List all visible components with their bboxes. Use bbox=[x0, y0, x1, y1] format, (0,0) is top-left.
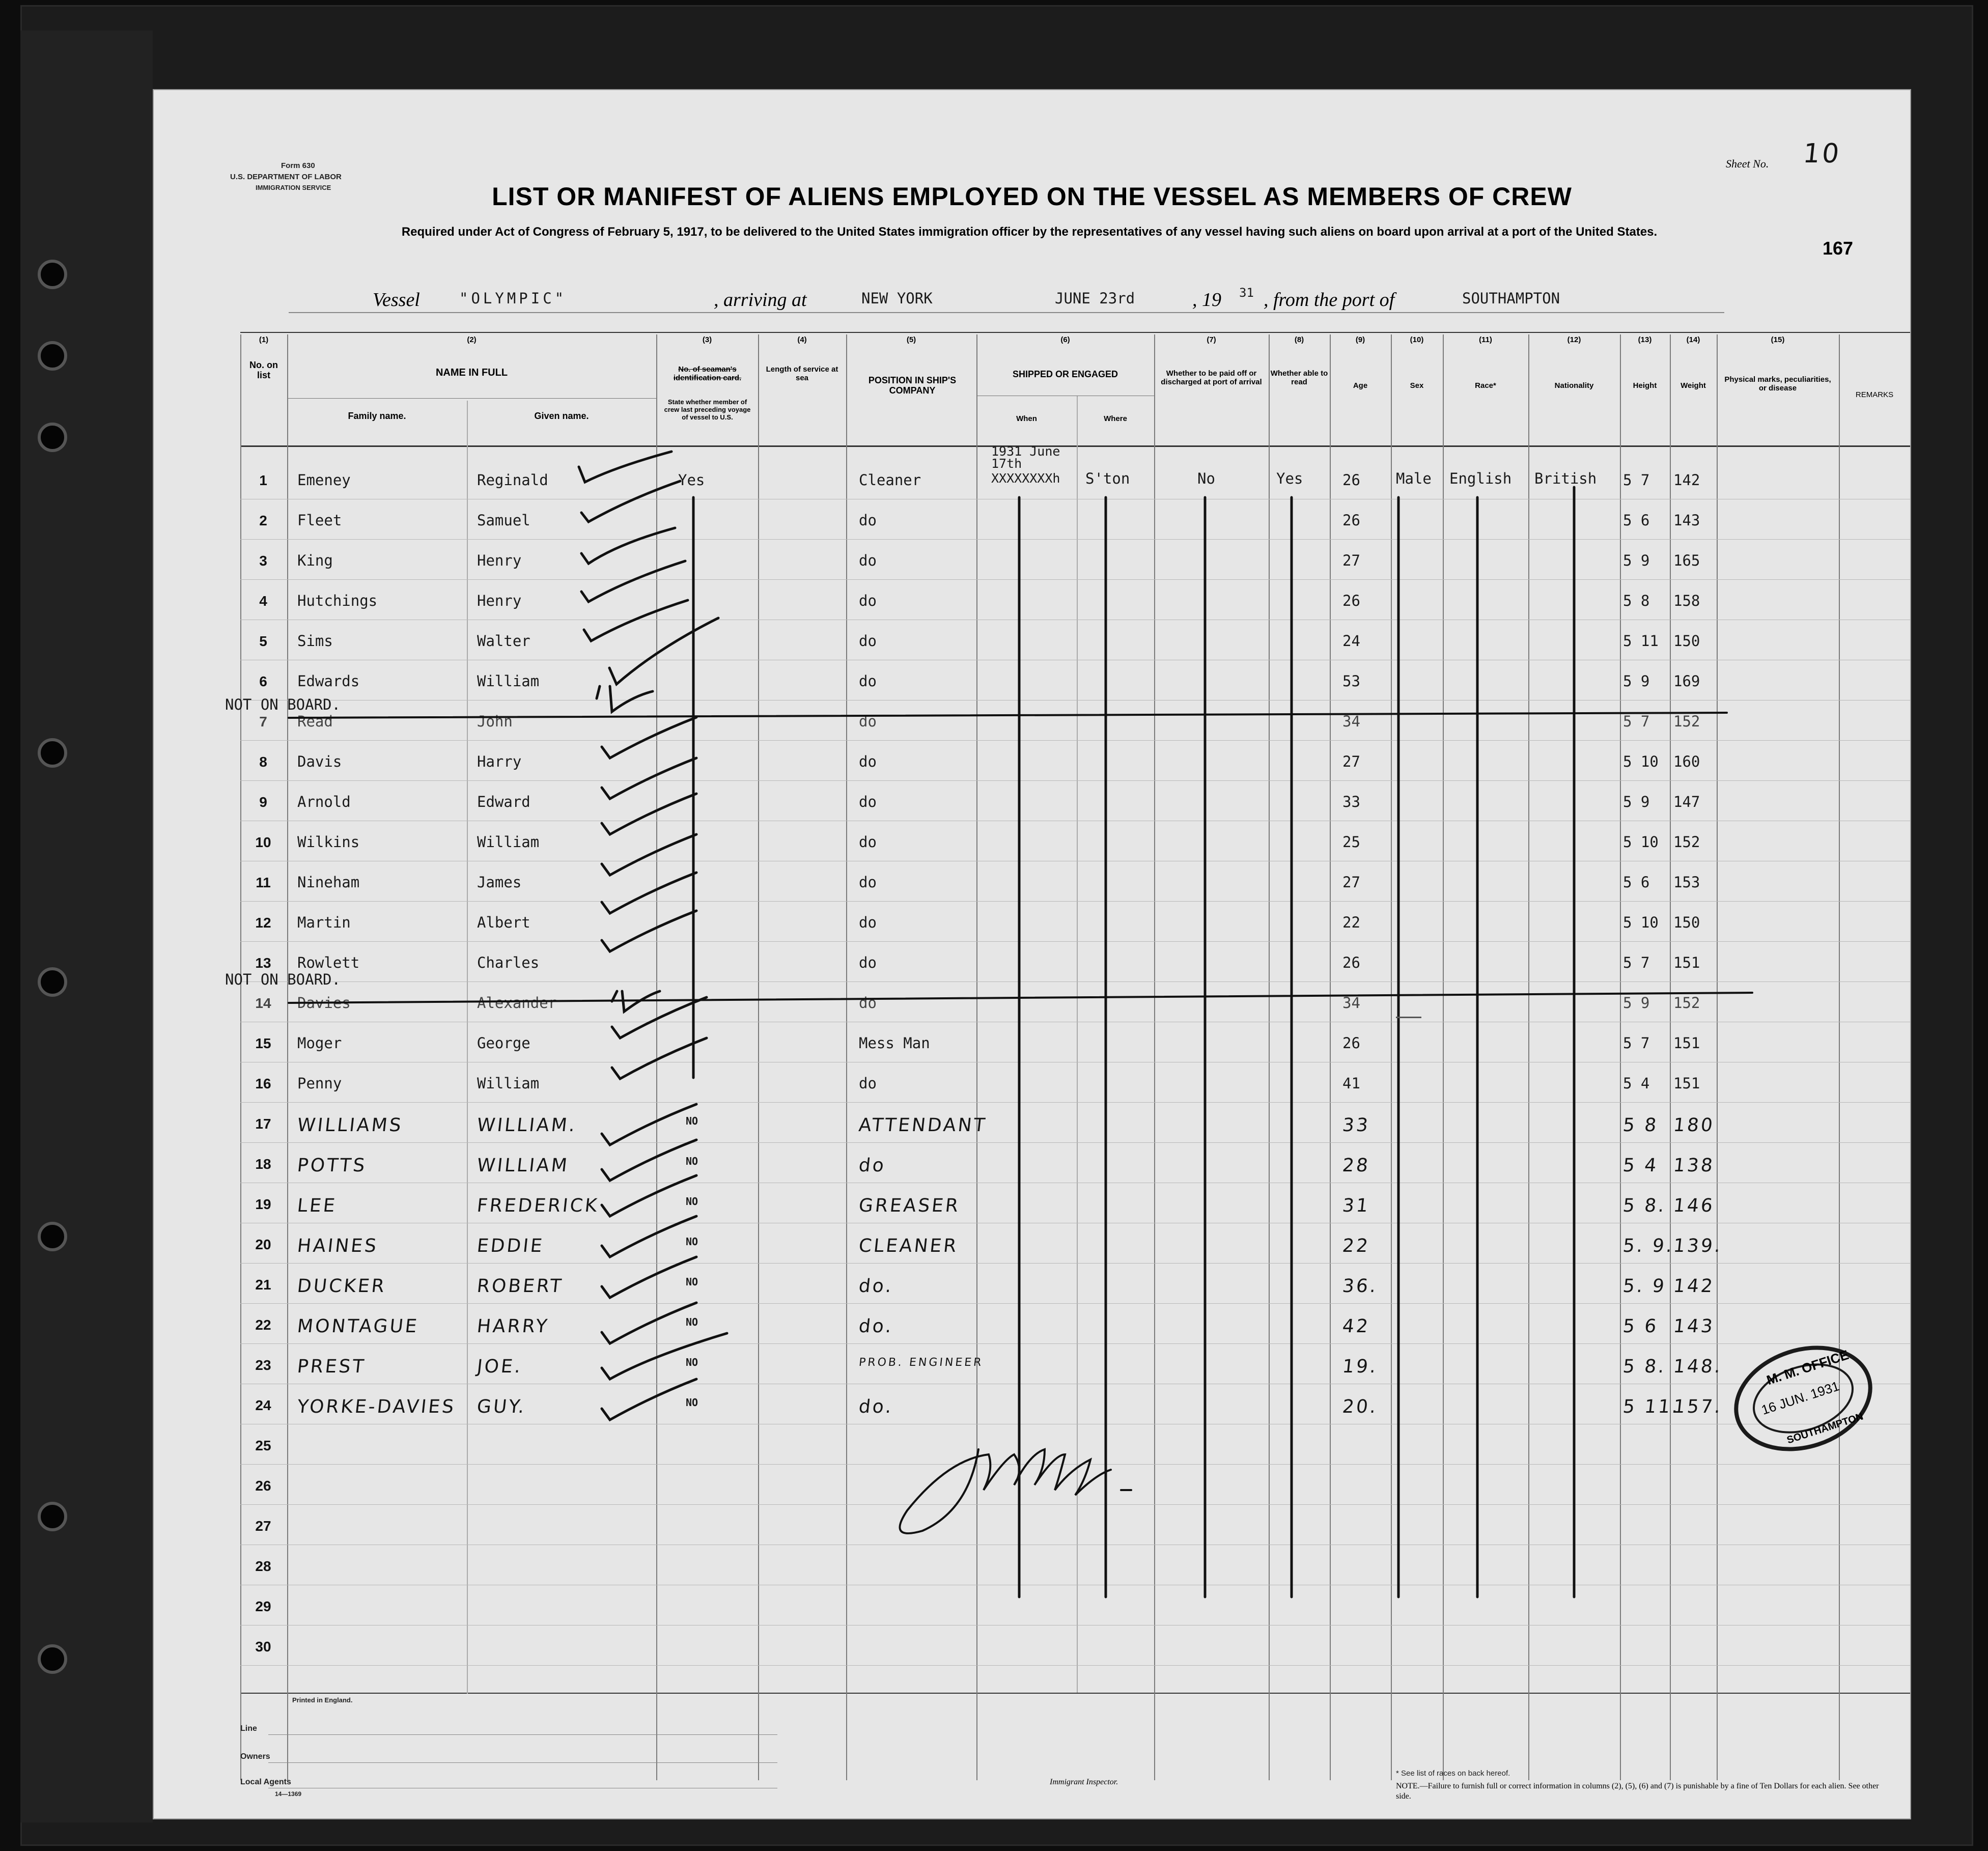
position: do bbox=[859, 672, 877, 690]
not-on-board-label: NOT ON BOARD. bbox=[225, 696, 341, 713]
row-number: 19 bbox=[255, 1196, 271, 1212]
family-name: POTTS bbox=[296, 1155, 368, 1176]
col6-header: SHIPPED OR ENGAGED bbox=[1012, 369, 1118, 379]
position: CLEANER bbox=[857, 1236, 960, 1256]
col6a-header: When bbox=[1016, 414, 1037, 423]
row-number: 9 bbox=[259, 794, 267, 810]
col11-header: Race* bbox=[1475, 381, 1496, 390]
given-name: JOE. bbox=[475, 1356, 524, 1377]
col6b-header: Where bbox=[1104, 414, 1127, 423]
col14-number: (14) bbox=[1686, 335, 1700, 344]
weight: 152 bbox=[1673, 713, 1700, 730]
age: 26 bbox=[1342, 471, 1360, 489]
shipped-when-overtyped: XXXXXXXXh bbox=[991, 471, 1060, 486]
family-name: Rowlett bbox=[297, 954, 360, 971]
position: Cleaner bbox=[859, 471, 921, 489]
position: do bbox=[859, 632, 877, 650]
given-name: EDDIE bbox=[475, 1236, 545, 1256]
col5-header: POSITION IN SHIP'S COMPANY bbox=[868, 375, 957, 396]
height: 5 8 bbox=[1623, 592, 1650, 609]
height: 5 4 bbox=[1621, 1155, 1660, 1176]
punch-hole bbox=[38, 738, 67, 768]
height: 5 9 bbox=[1623, 793, 1650, 810]
age: 33 bbox=[1341, 1115, 1371, 1136]
given-name: GUY. bbox=[475, 1396, 527, 1417]
age: 24 bbox=[1342, 632, 1360, 650]
weight: 165 bbox=[1673, 552, 1700, 569]
height: 5 9 bbox=[1623, 994, 1650, 1012]
given-name: Henry bbox=[477, 592, 522, 609]
position: ATTENDANT bbox=[857, 1115, 988, 1136]
height: 5 9 bbox=[1623, 672, 1650, 690]
col3b-header: State whether member of crew last preceding voyage of vessel to U.S. bbox=[664, 398, 751, 421]
weight: 158 bbox=[1673, 592, 1700, 609]
weight: 152 bbox=[1673, 994, 1700, 1012]
row-number: 18 bbox=[255, 1156, 271, 1172]
sheet-number: 10 bbox=[1801, 138, 1843, 169]
row-number: 30 bbox=[255, 1639, 271, 1654]
family-name: Martin bbox=[297, 914, 351, 931]
weight: 180 bbox=[1672, 1115, 1716, 1136]
row-number: 10 bbox=[255, 834, 271, 850]
position: GREASER bbox=[857, 1195, 962, 1216]
age: 33 bbox=[1342, 793, 1360, 810]
from-label: , from the port of bbox=[1264, 289, 1395, 311]
office-stamp bbox=[1729, 1342, 1877, 1454]
family-name: Wilkins bbox=[297, 833, 360, 851]
age: 26 bbox=[1342, 512, 1360, 529]
remarks-header: REMARKS bbox=[1855, 390, 1894, 399]
weight: 169 bbox=[1673, 672, 1700, 690]
weight: 160 bbox=[1673, 753, 1700, 770]
arriving-label: , arriving at bbox=[714, 289, 807, 311]
age: 19. bbox=[1341, 1356, 1379, 1377]
weight: 147 bbox=[1673, 793, 1700, 810]
col15-number: (15) bbox=[1771, 335, 1785, 344]
departure-port: SOUTHAMPTON bbox=[1462, 290, 1560, 307]
race-value: English bbox=[1449, 470, 1512, 487]
row-number: 14 bbox=[255, 995, 271, 1011]
weight: 157. bbox=[1672, 1396, 1724, 1417]
height: 5 9 bbox=[1623, 552, 1650, 569]
height: 5. 9. bbox=[1621, 1236, 1675, 1256]
weight: 151 bbox=[1673, 1075, 1700, 1092]
col7-header: Whether to be paid off or discharged at port of arrival bbox=[1161, 369, 1262, 386]
col9-number: (9) bbox=[1355, 335, 1365, 344]
age: 34 bbox=[1342, 713, 1360, 730]
age: 20. bbox=[1341, 1396, 1379, 1417]
age: 27 bbox=[1342, 552, 1360, 569]
position: do bbox=[859, 592, 877, 609]
given-name: Harry bbox=[477, 753, 522, 770]
row-number: 21 bbox=[255, 1277, 271, 1293]
year-prefix: , 19 bbox=[1192, 289, 1221, 311]
height: 5 7 bbox=[1623, 713, 1650, 730]
page-number: 167 bbox=[1823, 238, 1854, 259]
row-number: 12 bbox=[255, 915, 271, 931]
col2-number: (2) bbox=[467, 335, 477, 344]
family-name: HAINES bbox=[296, 1236, 379, 1256]
col8-header: Whether able to read bbox=[1270, 369, 1328, 386]
row-number: 6 bbox=[259, 674, 267, 689]
weight: 146 bbox=[1672, 1195, 1716, 1216]
page-title: LIST OR MANIFEST OF ALIENS EMPLOYED ON THE VESSEL AS MEMBERS OF CREW bbox=[492, 182, 1572, 211]
row-number: 16 bbox=[255, 1076, 271, 1091]
col3a-header: No. of seaman's identification card. bbox=[673, 365, 742, 382]
row-number: 23 bbox=[255, 1357, 271, 1373]
shipped-where: S'ton bbox=[1085, 470, 1130, 487]
row-number: 29 bbox=[255, 1598, 271, 1614]
sex-value: Male bbox=[1396, 470, 1432, 487]
row-number: 3 bbox=[259, 553, 267, 569]
col12-header: Nationality bbox=[1554, 381, 1594, 390]
height: 5 6 bbox=[1623, 512, 1650, 529]
family-name: Read bbox=[297, 713, 333, 730]
department: U.S. DEPARTMENT OF LABOR bbox=[230, 173, 342, 181]
given-name: William bbox=[477, 672, 540, 690]
age: 42 bbox=[1341, 1316, 1371, 1337]
position: do bbox=[857, 1155, 887, 1176]
weight: 151 bbox=[1673, 954, 1700, 971]
agents-label: Local Agents bbox=[240, 1778, 291, 1786]
col10-header: Sex bbox=[1410, 381, 1424, 390]
height: 5 10 bbox=[1623, 833, 1659, 851]
family-name: YORKE-DAVIES bbox=[296, 1396, 457, 1417]
position: do bbox=[859, 874, 877, 891]
position: Mess Man bbox=[859, 1034, 930, 1052]
col13-header: Height bbox=[1633, 381, 1657, 390]
col3-number: (3) bbox=[702, 335, 712, 344]
position: do bbox=[859, 914, 877, 931]
col9-header: Age bbox=[1353, 381, 1368, 390]
given-name: Samuel bbox=[477, 512, 530, 529]
given-name: Charles bbox=[477, 954, 540, 971]
punch-hole bbox=[38, 341, 67, 371]
previous-voyage: NO bbox=[686, 1316, 698, 1328]
form-number: Form 630 bbox=[281, 161, 315, 170]
sheet-label: Sheet No. bbox=[1726, 157, 1769, 170]
family-name: WILLIAMS bbox=[296, 1115, 404, 1136]
col15-header: Physical marks, peculiarities, or disease bbox=[1724, 375, 1831, 392]
weight: 148. bbox=[1672, 1356, 1724, 1377]
row-number: 5 bbox=[259, 633, 267, 649]
previous-voyage: NO bbox=[686, 1115, 698, 1127]
col11-number: (11) bbox=[1479, 335, 1492, 344]
age: 41 bbox=[1342, 1075, 1360, 1092]
age: 22 bbox=[1342, 914, 1360, 931]
given-name: Walter bbox=[477, 632, 530, 650]
height: 5. 9 bbox=[1621, 1276, 1667, 1297]
row-number: 27 bbox=[255, 1518, 271, 1534]
arrival-year: 31 bbox=[1239, 286, 1254, 300]
given-name: Edward bbox=[477, 793, 530, 810]
family-name: Hutchings bbox=[297, 592, 378, 609]
shipped-when: 1931 June 17th bbox=[991, 444, 1060, 471]
given-name: Henry bbox=[477, 552, 522, 569]
col2-header: NAME IN FULL bbox=[435, 367, 508, 378]
col13-number: (13) bbox=[1638, 335, 1652, 344]
family-name: PREST bbox=[296, 1356, 367, 1377]
vessel-name: "OLYMPIC" bbox=[459, 290, 567, 307]
position: do bbox=[859, 1075, 877, 1092]
punch-hole bbox=[38, 260, 67, 289]
punch-hole bbox=[38, 423, 67, 452]
row-number: 13 bbox=[255, 955, 271, 971]
form-code: 14—1369 bbox=[275, 1790, 302, 1798]
given-name: HARRY bbox=[475, 1316, 550, 1337]
family-name: Nineham bbox=[297, 874, 360, 891]
given-name: Alexander bbox=[477, 994, 557, 1012]
penalty-note: NOTE.—Failure to furnish full or correct information in columns (2), (5), (6) and (7) is punishable by a fine of Ten Dollars for each alien. See other side. bbox=[1396, 1782, 1879, 1801]
position: do bbox=[859, 833, 877, 851]
height: 5 7 bbox=[1623, 471, 1650, 489]
position: do. bbox=[857, 1396, 894, 1417]
given-name: FREDERICK bbox=[475, 1195, 600, 1216]
family-name: LEE bbox=[296, 1195, 338, 1216]
family-name: Davies bbox=[297, 994, 351, 1012]
height: 5 6 bbox=[1621, 1316, 1660, 1337]
position: do bbox=[859, 512, 877, 529]
family-name: MONTAGUE bbox=[296, 1316, 420, 1337]
previous-voyage: NO bbox=[686, 1396, 698, 1409]
service: IMMIGRATION SERVICE bbox=[256, 184, 331, 191]
position: do bbox=[859, 753, 877, 770]
row-number: 2 bbox=[259, 513, 267, 528]
height: 5 11. bbox=[1621, 1396, 1681, 1417]
col6-number: (6) bbox=[1060, 335, 1070, 344]
given-name: George bbox=[477, 1034, 530, 1052]
age: 31 bbox=[1341, 1195, 1371, 1216]
col8-number: (8) bbox=[1294, 335, 1304, 344]
col1-header: No. on list bbox=[249, 360, 278, 380]
col4-header: Length of service at sea bbox=[766, 365, 838, 382]
arrival-port: NEW YORK bbox=[861, 290, 933, 307]
punch-hole bbox=[38, 1222, 67, 1251]
position: PROB. ENGINEER bbox=[858, 1356, 984, 1369]
line-label: Line bbox=[240, 1724, 257, 1733]
col7-number: (7) bbox=[1207, 335, 1216, 344]
position: do. bbox=[857, 1316, 894, 1337]
weight: 151 bbox=[1673, 1034, 1700, 1052]
given-name: WILLIAM. bbox=[475, 1115, 578, 1136]
age: 27 bbox=[1342, 753, 1360, 770]
height: 5 10 bbox=[1623, 753, 1659, 770]
row-number: 22 bbox=[255, 1317, 271, 1333]
row-number: 25 bbox=[255, 1438, 271, 1453]
stamp-date: 16 JUN. 1931 bbox=[1759, 1378, 1841, 1418]
punch-hole bbox=[38, 967, 67, 997]
position: do bbox=[859, 713, 877, 730]
col1-number: (1) bbox=[259, 335, 269, 344]
row-number: 4 bbox=[259, 593, 267, 609]
binder-strip bbox=[20, 31, 153, 1822]
row-number: 20 bbox=[255, 1237, 271, 1252]
height: 5 7 bbox=[1623, 1034, 1650, 1052]
col2b-header: Given name. bbox=[534, 411, 589, 421]
family-name: DUCKER bbox=[296, 1276, 387, 1297]
races-note: * See list of races on back hereof. bbox=[1396, 1769, 1510, 1778]
stamp-top-text: M. M. OFFICE bbox=[1765, 1347, 1851, 1388]
handwritten-marks bbox=[154, 90, 1910, 1818]
age: 22 bbox=[1341, 1236, 1371, 1256]
height: 5 8. bbox=[1621, 1195, 1667, 1216]
family-name: Edwards bbox=[297, 672, 360, 690]
age: 25 bbox=[1342, 833, 1360, 851]
weight: 153 bbox=[1673, 874, 1700, 891]
age: 27 bbox=[1342, 874, 1360, 891]
row-number: 17 bbox=[255, 1116, 271, 1132]
previous-voyage: NO bbox=[686, 1276, 698, 1288]
previous-voyage: Yes bbox=[678, 471, 705, 489]
inspector-label: Immigrant Inspector. bbox=[1050, 1778, 1118, 1786]
paid-off-value: No bbox=[1197, 470, 1215, 487]
weight: 142 bbox=[1673, 471, 1700, 489]
age: 26 bbox=[1342, 954, 1360, 971]
given-name: Albert bbox=[477, 914, 530, 931]
weight: 143 bbox=[1672, 1316, 1716, 1337]
arrival-date: JUNE 23rd bbox=[1055, 290, 1135, 307]
given-name: ROBERT bbox=[475, 1276, 565, 1297]
given-name: William bbox=[477, 1075, 540, 1092]
previous-voyage: NO bbox=[686, 1356, 698, 1368]
age: 36. bbox=[1341, 1276, 1379, 1297]
punch-hole bbox=[38, 1502, 67, 1531]
punch-hole bbox=[38, 1644, 67, 1674]
family-name: Sims bbox=[297, 632, 333, 650]
given-name: James bbox=[477, 874, 522, 891]
weight: 142 bbox=[1672, 1276, 1716, 1297]
col14-header: Weight bbox=[1681, 381, 1706, 390]
row-number: 7 bbox=[259, 714, 267, 730]
nationality-value: British bbox=[1534, 470, 1597, 487]
col10-number: (10) bbox=[1410, 335, 1424, 344]
height: 5 7 bbox=[1623, 954, 1650, 971]
age: 53 bbox=[1342, 672, 1360, 690]
weight: 139. bbox=[1672, 1236, 1724, 1256]
family-name: Davis bbox=[297, 753, 342, 770]
page-subtitle: Required under Act of Congress of February 5, 1917, to be delivered to the United States immigration officer by the representatives of any vessel having such aliens on board upon arrival at a port of the United States. bbox=[401, 225, 1658, 239]
height: 5 8. bbox=[1621, 1356, 1667, 1377]
age: 26 bbox=[1342, 592, 1360, 609]
col5-number: (5) bbox=[906, 335, 916, 344]
position: do bbox=[859, 552, 877, 569]
height: 5 10 bbox=[1623, 914, 1659, 931]
col2a-header: Family name. bbox=[348, 411, 406, 421]
position: do bbox=[859, 793, 877, 810]
stamp-bottom-text: SOUTHAMPTON bbox=[1785, 1411, 1865, 1446]
given-name: John bbox=[477, 713, 513, 730]
position: do. bbox=[857, 1276, 894, 1297]
position: do bbox=[859, 994, 877, 1012]
given-name: William bbox=[477, 833, 540, 851]
row-number: 1 bbox=[259, 472, 267, 488]
weight: 143 bbox=[1673, 512, 1700, 529]
height: 5 11 bbox=[1623, 632, 1659, 650]
vessel-label: Vessel bbox=[373, 289, 420, 311]
age: 28 bbox=[1341, 1155, 1371, 1176]
family-name: Fleet bbox=[297, 512, 342, 529]
not-on-board-label: NOT ON BOARD. bbox=[225, 971, 341, 988]
given-name: WILLIAM bbox=[475, 1155, 570, 1176]
age: 34 bbox=[1342, 994, 1360, 1012]
height: 5 6 bbox=[1623, 874, 1650, 891]
age: 26 bbox=[1342, 1034, 1360, 1052]
row-number: 15 bbox=[255, 1035, 271, 1051]
weight: 138 bbox=[1672, 1155, 1716, 1176]
row-number: 8 bbox=[259, 754, 267, 770]
family-name: Emeney bbox=[297, 471, 351, 489]
family-name: Moger bbox=[297, 1034, 342, 1052]
previous-voyage: NO bbox=[686, 1195, 698, 1208]
previous-voyage: NO bbox=[686, 1236, 698, 1248]
given-name: Reginald bbox=[477, 471, 548, 489]
row-number: 26 bbox=[255, 1478, 271, 1494]
weight: 150 bbox=[1673, 914, 1700, 931]
row-number: 24 bbox=[255, 1397, 271, 1413]
col4-number: (4) bbox=[797, 335, 807, 344]
owners-label: Owners bbox=[240, 1752, 270, 1761]
position: do bbox=[859, 954, 877, 971]
able-read-value: Yes bbox=[1276, 470, 1303, 487]
previous-voyage: NO bbox=[686, 1155, 698, 1167]
weight: 152 bbox=[1673, 833, 1700, 851]
printed-note: Printed in England. bbox=[292, 1696, 353, 1704]
height: 5 4 bbox=[1623, 1075, 1650, 1092]
family-name: Penny bbox=[297, 1075, 342, 1092]
row-number: 28 bbox=[255, 1558, 271, 1574]
weight: 150 bbox=[1673, 632, 1700, 650]
family-name: Arnold bbox=[297, 793, 351, 810]
family-name: King bbox=[297, 552, 333, 569]
col12-number: (12) bbox=[1567, 335, 1581, 344]
row-number: 11 bbox=[256, 875, 271, 890]
manifest-sheet bbox=[153, 89, 1911, 1819]
height: 5 8 bbox=[1621, 1115, 1660, 1136]
